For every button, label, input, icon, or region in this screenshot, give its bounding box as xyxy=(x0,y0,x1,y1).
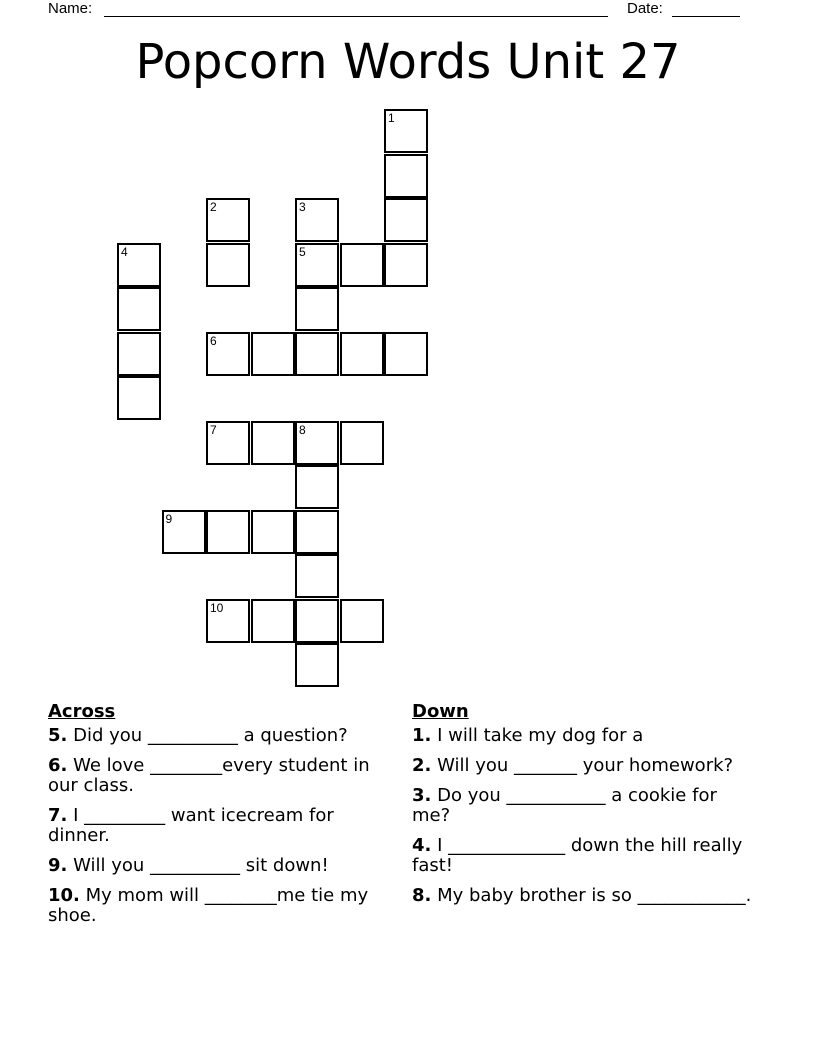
clue-number: 2. xyxy=(412,755,432,776)
clue-down-1 xyxy=(412,726,752,746)
clue-down-2 xyxy=(412,756,752,776)
grid-cell[interactable] xyxy=(340,243,384,287)
clue-text: Do you ___________ a cookie for me? xyxy=(412,785,717,826)
clue-text: I _________ want icecream for dinner. xyxy=(48,805,334,846)
grid-cell[interactable] xyxy=(384,154,428,198)
grid-cell[interactable] xyxy=(251,332,295,376)
grid-cell[interactable] xyxy=(206,599,250,643)
clue-down-3 xyxy=(412,786,752,826)
clue-number: 1. xyxy=(412,725,432,746)
clue-text: My mom will ________me tie my shoe. xyxy=(48,885,369,926)
clue-text: My baby brother is so ____________. xyxy=(431,885,752,906)
grid-cell[interactable] xyxy=(295,599,339,643)
clue-number: 6. xyxy=(48,755,68,776)
grid-cell[interactable] xyxy=(340,421,384,465)
clue-number: 7. xyxy=(48,805,68,826)
clue-text: Will you _______ your homework? xyxy=(431,755,734,776)
clue-text: Did you __________ a question? xyxy=(67,725,348,746)
cell-number: 9 xyxy=(165,511,173,526)
grid-cell[interactable] xyxy=(384,243,428,287)
grid-cell[interactable] xyxy=(295,198,339,242)
grid-cell[interactable] xyxy=(251,599,295,643)
cell-number: 5 xyxy=(299,244,306,259)
clue-number: 8. xyxy=(412,885,432,906)
across-clues xyxy=(48,702,378,936)
clue-text: I _____________ down the hill really fast! xyxy=(412,835,743,876)
clue-down-4 xyxy=(412,836,752,876)
clue-across-7 xyxy=(48,806,378,846)
clue-text: We love ________every student in our class. xyxy=(48,755,370,796)
grid-cell[interactable] xyxy=(206,510,250,554)
cell-number: 8 xyxy=(299,422,306,437)
clue-across-9 xyxy=(48,856,378,876)
grid-cell[interactable] xyxy=(117,287,161,331)
grid-cell[interactable] xyxy=(206,243,250,287)
page-title: Popcorn Words Unit 27 xyxy=(135,34,681,90)
clue-across-5 xyxy=(48,726,378,746)
grid-cell[interactable] xyxy=(340,599,384,643)
grid-cell[interactable] xyxy=(251,421,295,465)
grid-cell[interactable] xyxy=(206,198,250,242)
clue-down-8 xyxy=(412,886,752,906)
cell-number: 1 xyxy=(388,111,395,125)
cell-number: 10 xyxy=(210,600,224,615)
grid-cell[interactable] xyxy=(162,510,206,554)
cell-number: 6 xyxy=(210,333,217,348)
cell-number: 7 xyxy=(210,422,217,437)
grid-cell[interactable] xyxy=(384,332,428,376)
down-heading: Down xyxy=(412,701,469,722)
across-heading: Across xyxy=(48,701,116,722)
grid-cell[interactable] xyxy=(295,465,339,509)
grid-cell[interactable] xyxy=(340,332,384,376)
grid-cell[interactable] xyxy=(251,510,295,554)
grid-cell[interactable] xyxy=(295,510,339,554)
clue-number: 4. xyxy=(412,835,432,856)
grid-cell[interactable] xyxy=(384,109,428,153)
clue-number: 3. xyxy=(412,785,432,806)
cell-number: 4 xyxy=(121,244,128,259)
cell-number: 2 xyxy=(210,200,217,214)
date-label: Date: xyxy=(627,0,663,17)
clue-number: 5. xyxy=(48,725,68,746)
grid-cell[interactable] xyxy=(295,243,339,287)
grid-cell[interactable] xyxy=(117,243,161,287)
grid-cell[interactable] xyxy=(295,287,339,331)
grid-cell[interactable] xyxy=(117,376,161,420)
grid-cell[interactable] xyxy=(206,332,250,376)
name-label: Name: xyxy=(48,0,93,17)
clue-across-6 xyxy=(48,756,378,796)
grid-cell[interactable] xyxy=(117,332,161,376)
down-clues xyxy=(412,702,752,916)
grid-cell[interactable] xyxy=(295,554,339,598)
clue-text: Will you __________ sit down! xyxy=(67,855,329,876)
clue-text: I will take my dog for a xyxy=(431,725,644,746)
grid-cell[interactable] xyxy=(206,421,250,465)
grid-cell[interactable] xyxy=(384,198,428,242)
clue-across-10 xyxy=(48,886,378,926)
grid-cell[interactable] xyxy=(295,421,339,465)
cell-number: 3 xyxy=(299,200,306,214)
clue-number: 10. xyxy=(48,885,80,906)
grid-cell[interactable] xyxy=(295,643,339,687)
clue-number: 9. xyxy=(48,855,68,876)
grid-cell[interactable] xyxy=(295,332,339,376)
